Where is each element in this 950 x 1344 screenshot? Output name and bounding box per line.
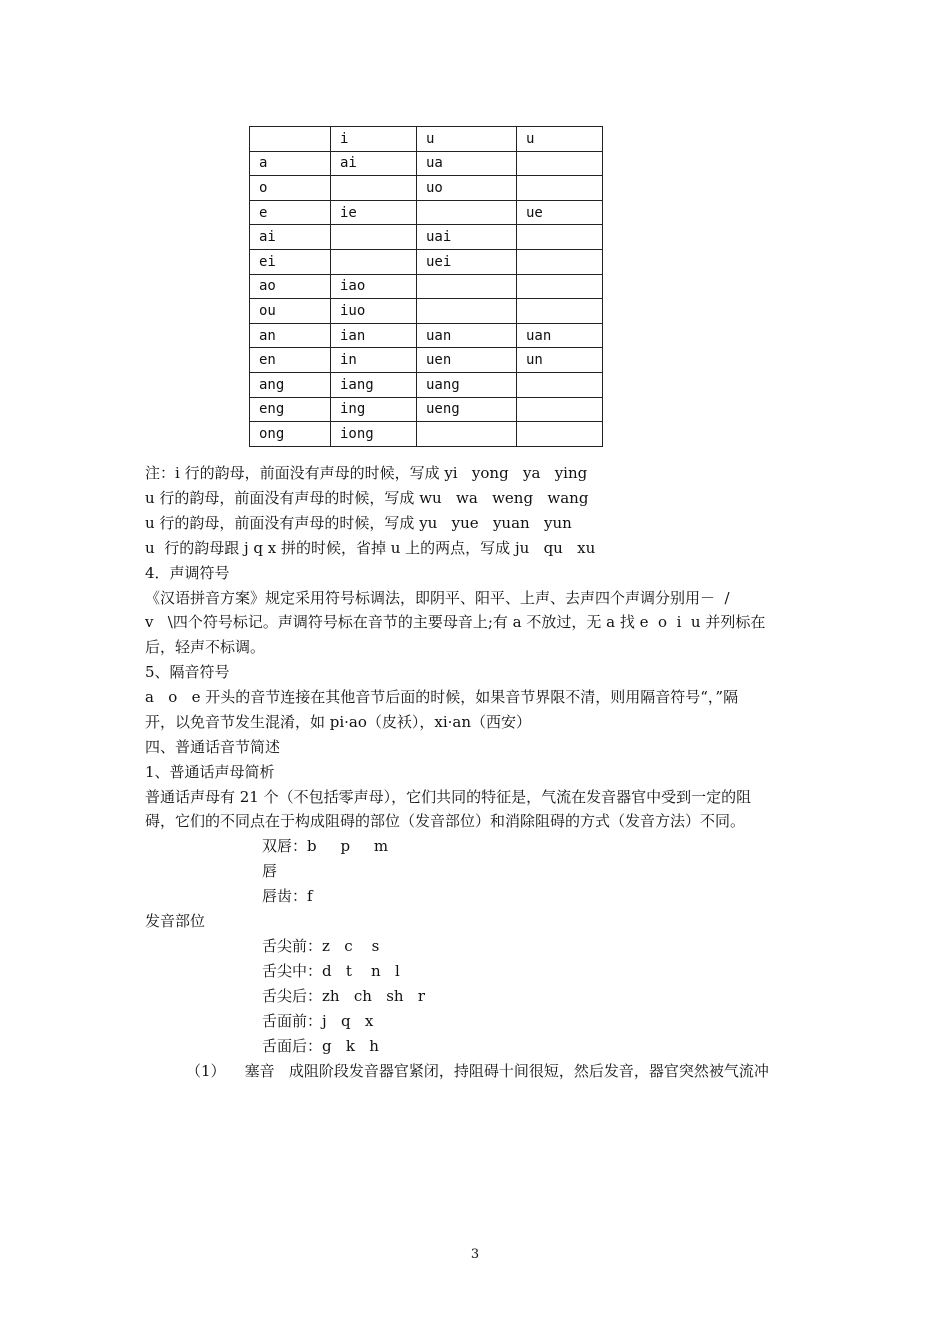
table-cell: i <box>331 127 417 152</box>
table-cell <box>417 200 517 225</box>
table-cell: iao <box>331 274 417 299</box>
table-row <box>250 397 603 422</box>
table-cell <box>517 372 603 397</box>
section-heading: 四、普通话音节简述 <box>145 738 281 756</box>
table-cell <box>417 299 517 324</box>
table-cell: ua <box>417 151 517 176</box>
table-cell: ue <box>517 200 603 225</box>
table-cell: uang <box>417 372 517 397</box>
table-cell: eng <box>250 397 331 422</box>
table-cell <box>517 299 603 324</box>
table-cell: en <box>250 348 331 373</box>
table-cell: un <box>517 348 603 373</box>
paragraph-tone-line2: v \四个符号标记。声调符号标在音节的主要母音上;有 a 不放过，无 a 找 e o i u 并列标在 <box>145 613 766 631</box>
plosive-description: （1） 塞音 成阻阶段发音器官紧闭，持阻碍十间很短，然后发音，器官突然被气流冲 <box>186 1062 769 1080</box>
table-cell <box>331 176 417 201</box>
table-cell: iang <box>331 372 417 397</box>
heading-initials: 1、普通话声母简析 <box>145 763 275 781</box>
paragraph-separator-line2: 开，以免音节发生混淆，如 pi·ao（皮袄），xi·an（西安） <box>145 713 532 731</box>
place-retroflex: 舌尖后：zh ch sh r <box>262 987 426 1005</box>
heading-separator-mark: 5、隔音符号 <box>145 663 230 681</box>
heading-tone-marks: 4．声调符号 <box>145 564 230 582</box>
table-cell: ong <box>250 422 331 447</box>
table-cell: in <box>331 348 417 373</box>
table-cell: ei <box>250 249 331 274</box>
table-cell: iong <box>331 422 417 447</box>
table-cell: ang <box>250 372 331 397</box>
place-bilabial: 双唇：b p m <box>262 837 389 855</box>
table-cell <box>417 422 517 447</box>
table-cell: uei <box>417 249 517 274</box>
table-row <box>250 372 603 397</box>
table-row <box>250 323 603 348</box>
table-cell: ou <box>250 299 331 324</box>
paragraph-initials-line1: 普通话声母有 21 个（不包括零声母），它们共同的特征是，气流在发音器官中受到一定的阻 <box>145 788 752 806</box>
paragraph-tone-line3: 后，轻声不标调。 <box>145 638 266 656</box>
table-cell: e <box>250 200 331 225</box>
table-row <box>250 299 603 324</box>
place-velar: 舌面后：g k h <box>262 1037 379 1055</box>
place-palatal: 舌面前：j q x <box>262 1012 374 1030</box>
table-cell: u <box>517 127 603 152</box>
paragraph-tone-line1: 《汉语拼音方案》规定采用符号标调法，即阴平、阳平、上声、去声四个声调分别用－ / <box>145 589 730 607</box>
table-cell: ing <box>331 397 417 422</box>
paragraph-initials-line2: 碍，它们的不同点在于构成阻碍的部位（发音部位）和消除阻碍的方式（发音方法）不同。 <box>145 812 746 830</box>
table-cell: uan <box>517 323 603 348</box>
note-jqx: u 行的韵母跟 j q x 拼的时候，省掉 u 上的两点，写成 ju qu xu <box>145 539 596 557</box>
table-row <box>250 151 603 176</box>
note-u-umlaut-row: u 行的韵母，前面没有声母的时候，写成 yu yue yuan yun <box>145 514 572 532</box>
table-row <box>250 348 603 373</box>
place-labiodental: 唇齿：f <box>262 887 313 905</box>
place-of-articulation-label: 发音部位 <box>145 912 206 930</box>
table-cell: uo <box>417 176 517 201</box>
table-row <box>250 225 603 250</box>
table-cell: iuo <box>331 299 417 324</box>
note-u-row: u 行的韵母，前面没有声母的时候，写成 wu wa weng wang <box>145 489 589 507</box>
place-lip: 唇 <box>262 862 278 880</box>
table-row <box>250 249 603 274</box>
table-cell: ian <box>331 323 417 348</box>
table-cell <box>517 422 603 447</box>
table-cell: uan <box>417 323 517 348</box>
table-cell: an <box>250 323 331 348</box>
table-row <box>250 176 603 201</box>
table-cell: ai <box>250 225 331 250</box>
place-alveolar-front: 舌尖前：z c s <box>262 937 380 955</box>
table-cell <box>517 274 603 299</box>
table-cell: ai <box>331 151 417 176</box>
table-cell: ueng <box>417 397 517 422</box>
table-row <box>250 422 603 447</box>
table-row <box>250 274 603 299</box>
table-cell <box>331 225 417 250</box>
table-cell <box>331 249 417 274</box>
table-cell: ie <box>331 200 417 225</box>
table-cell <box>517 397 603 422</box>
table-row <box>250 200 603 225</box>
table-cell: ao <box>250 274 331 299</box>
table-cell: uen <box>417 348 517 373</box>
table-cell <box>517 249 603 274</box>
note-i-row: 注：i 行的韵母，前面没有声母的时候，写成 yi yong ya ying <box>145 464 588 482</box>
table-row <box>250 127 603 152</box>
table-cell: a <box>250 151 331 176</box>
table-cell <box>250 127 331 152</box>
table-cell <box>517 176 603 201</box>
page-number: 3 <box>470 1247 480 1262</box>
table-cell <box>517 225 603 250</box>
table-cell <box>417 274 517 299</box>
place-alveolar-mid: 舌尖中：d t n l <box>262 962 400 980</box>
table-cell: u <box>417 127 517 152</box>
table-cell: o <box>250 176 331 201</box>
table-cell: uai <box>417 225 517 250</box>
finals-table <box>249 126 603 447</box>
paragraph-separator-line1: a o e 开头的音节连接在其他音节后面的时候，如果音节界限不清，则用隔音符号“，”隔 <box>145 688 739 706</box>
table-cell <box>517 151 603 176</box>
